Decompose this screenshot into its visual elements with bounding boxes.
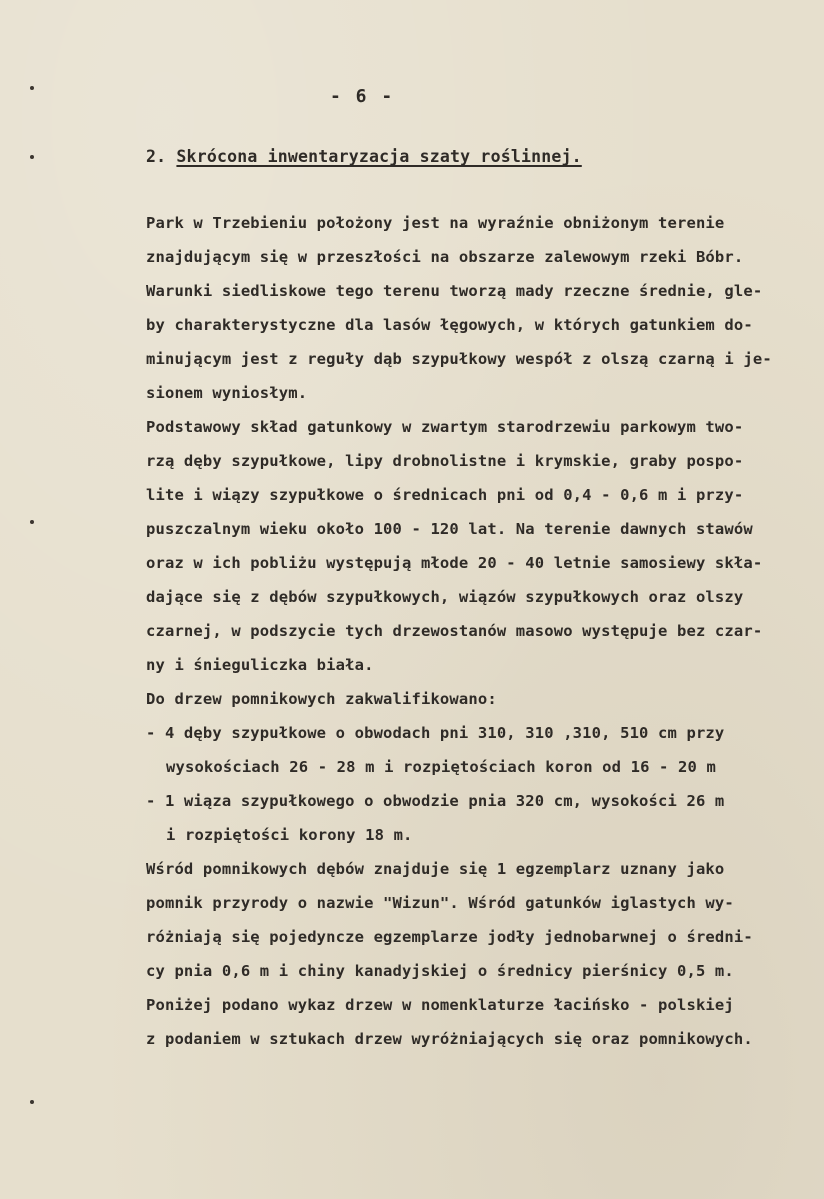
text-line: Poniżej podano wykaz drzew w nomenklaturze łacińsko - polskiej	[146, 996, 734, 1014]
page-number: - 6 -	[330, 86, 395, 107]
text-line: cy pnia 0,6 m i chiny kanadyjskiej o średnicy pierśnicy 0,5 m.	[146, 962, 734, 980]
text-line: oraz w ich pobliżu występują młode 20 - 40 letnie samosiewy skła-	[146, 554, 763, 572]
text-line: Do drzew pomnikowych zakwalifikowano:	[146, 690, 497, 708]
text-line: znajdującym się w przeszłości na obszarze zalewowym rzeki Bóbr.	[146, 248, 744, 266]
text-line: by charakterystyczne dla lasów łęgowych, w których gatunkiem do-	[146, 316, 753, 334]
text-line: rzą dęby szypułkowe, lipy drobnolistne i krymskie, graby pospo-	[146, 452, 744, 470]
text-line: sionem wyniosłym.	[146, 384, 308, 402]
text-line: minującym jest z reguły dąb szypułkowy wespół z olszą czarną i je-	[146, 350, 772, 368]
text-line: z podaniem w sztukach drzew wyróżniających się oraz pomnikowych.	[146, 1030, 753, 1048]
text-line: ny i śnieguliczka biała.	[146, 656, 374, 674]
text-line: pomnik przyrody o nazwie "Wizun". Wśród gatunków iglastych wy-	[146, 894, 734, 912]
body-text	[146, 206, 796, 1056]
text-line: Wśród pomnikowych dębów znajduje się 1 egzemplarz uznany jako	[146, 860, 725, 878]
text-line: puszczalnym wieku około 100 - 120 lat. Na terenie dawnych stawów	[146, 520, 753, 538]
text-line: Podstawowy skład gatunkowy w zwartym starodrzewiu parkowym two-	[146, 418, 744, 436]
text-line: Warunki siedliskowe tego terenu tworzą mady rzeczne średnie, gle-	[146, 282, 763, 300]
text-line: lite i wiązy szypułkowe o średnicach pni od 0,4 - 0,6 m i przy-	[146, 486, 744, 504]
punch-hole-mark	[30, 1100, 34, 1104]
punch-hole-mark	[30, 520, 34, 524]
text-line: i rozpiętości korony 18 m.	[166, 826, 413, 844]
punch-hole-mark	[30, 86, 34, 90]
punch-hole-mark	[30, 155, 34, 159]
text-line: różniają się pojedyncze egzemplarze jodły jednobarwnej o średni-	[146, 928, 753, 946]
text-line: Park w Trzebieniu położony jest na wyraźnie obniżonym terenie	[146, 214, 725, 232]
section-title: Skrócona inwentaryzacja szaty roślinnej.	[176, 147, 582, 166]
text-line: czarnej, w podszycie tych drzewostanów masowo występuje bez czar-	[146, 622, 763, 640]
list-item-line: - 4 dęby szypułkowe o obwodach pni 310, 310 ,310, 510 cm przy	[146, 724, 725, 742]
text-line: dające się z dębów szypułkowych, wiązów szypułkowych oraz olszy	[146, 588, 744, 606]
section-number: 2.	[146, 147, 167, 166]
section-heading	[146, 147, 582, 166]
text-line: wysokościach 26 - 28 m i rozpiętościach koron od 16 - 20 m	[166, 758, 716, 776]
list-item-line: - 1 wiąza szypułkowego o obwodzie pnia 320 cm, wysokości 26 m	[146, 792, 725, 810]
